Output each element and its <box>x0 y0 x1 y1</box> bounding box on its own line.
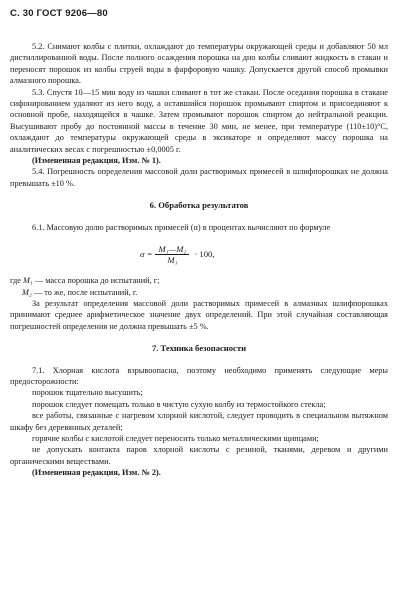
amendment-note-2: (Измененная редакция, Изм. № 2). <box>32 468 161 478</box>
m1-definition: — масса порошка до испытаний, г; <box>34 276 160 286</box>
safety-item: порошок следует помещать только в чистую сухую колбу из термостойкого стекла; <box>32 399 326 409</box>
where-prefix: где <box>10 276 21 286</box>
m2-symbol: M₂ <box>22 287 32 297</box>
m1-symbol: M₁ <box>22 276 33 286</box>
formula-tail: · 100, <box>194 248 215 259</box>
page-header: С. 30 ГОСТ 9206—80 <box>10 8 108 19</box>
paragraph-7-1: 7.1. Хлорная кислота взрывоопасна, поэтому необходимо применять следующие меры предосторожности: <box>10 365 388 386</box>
safety-item: все работы, связанные с нагревом хлорной кислотой, следует проводить в специальном вытяжном шкафу без деревянных деталей; <box>10 411 388 432</box>
section-7-title: 7. Техника безопасности <box>151 343 247 354</box>
formula-numerator: M₁—M₂ <box>155 244 189 255</box>
document-body <box>10 41 388 479</box>
paragraph-5-4: 5.4. Погрешность определения массовой доли растворимых примесей в шлифпорошках не должна превышать ±10 %. <box>10 167 388 188</box>
safety-item: горячие колбы с кислотой следует переносить только металлическими щипцами; <box>32 433 319 443</box>
formula-denominator: M₁ <box>167 255 178 266</box>
paragraph-5-3: 5.3. Спустя 10—15 мин воду из чашки сливают в тот же стакан. После оседания порошка в стакане сифонированием удаляют из него воду, а оставшийся порошок промывают спиртом и присоединяют к основной пробе, находящейся в чашке. Затем промывают порошок спиртом до нейтральной реакции. Высушивают пробу до постоянной массы в течение 30 мин, не менее, при температуре (110±10)°С, охлаждают до температуры окружающей среды в эксикаторе и определяют массу порошка на аналитических весах с погрешностью ±0,0005 г. <box>10 87 388 154</box>
paragraph-result: За результат определения массовой доли растворимых примесей в алмазных шлифпорошках принимают среднее арифметическое значение двух определений. При этой случайная составляющая погрешностей определения не должна превышать ±5 %. <box>10 298 388 331</box>
safety-item: порошок тщательно высушить; <box>32 388 143 398</box>
amendment-note-1: (Измененная редакция, Изм. № 1). <box>32 156 161 166</box>
safety-item: не допускать контакта паров хлорной кислоты с резиной, тканями, деревом и другими органическими веществами. <box>10 445 388 466</box>
paragraph-6-1: 6.1. Массовую долю растворимых примесей (α) в процентах вычисляют по формуле <box>32 222 331 232</box>
formula <box>10 238 388 272</box>
section-6-title: 6. Обработка результатов <box>149 200 249 211</box>
formula-fraction <box>155 244 189 265</box>
paragraph-5-2: 5.2. Снимают колбы с плитки, охлаждают до температуры окружающей среды и добавляют 50 мл дистиллированной воды. После полного осаждения порошка на дно колбы сливают жидкость в стакан и переносят порошок из колбы струей воды в фарфоровую чашку. Допускается другой способ промывки алмазного порошка. <box>10 42 388 86</box>
m2-definition: — то же, после испытаний, г. <box>33 287 138 297</box>
where-m2 <box>22 287 388 298</box>
formula-lhs: α = <box>140 248 153 259</box>
where-m1 <box>10 275 388 286</box>
